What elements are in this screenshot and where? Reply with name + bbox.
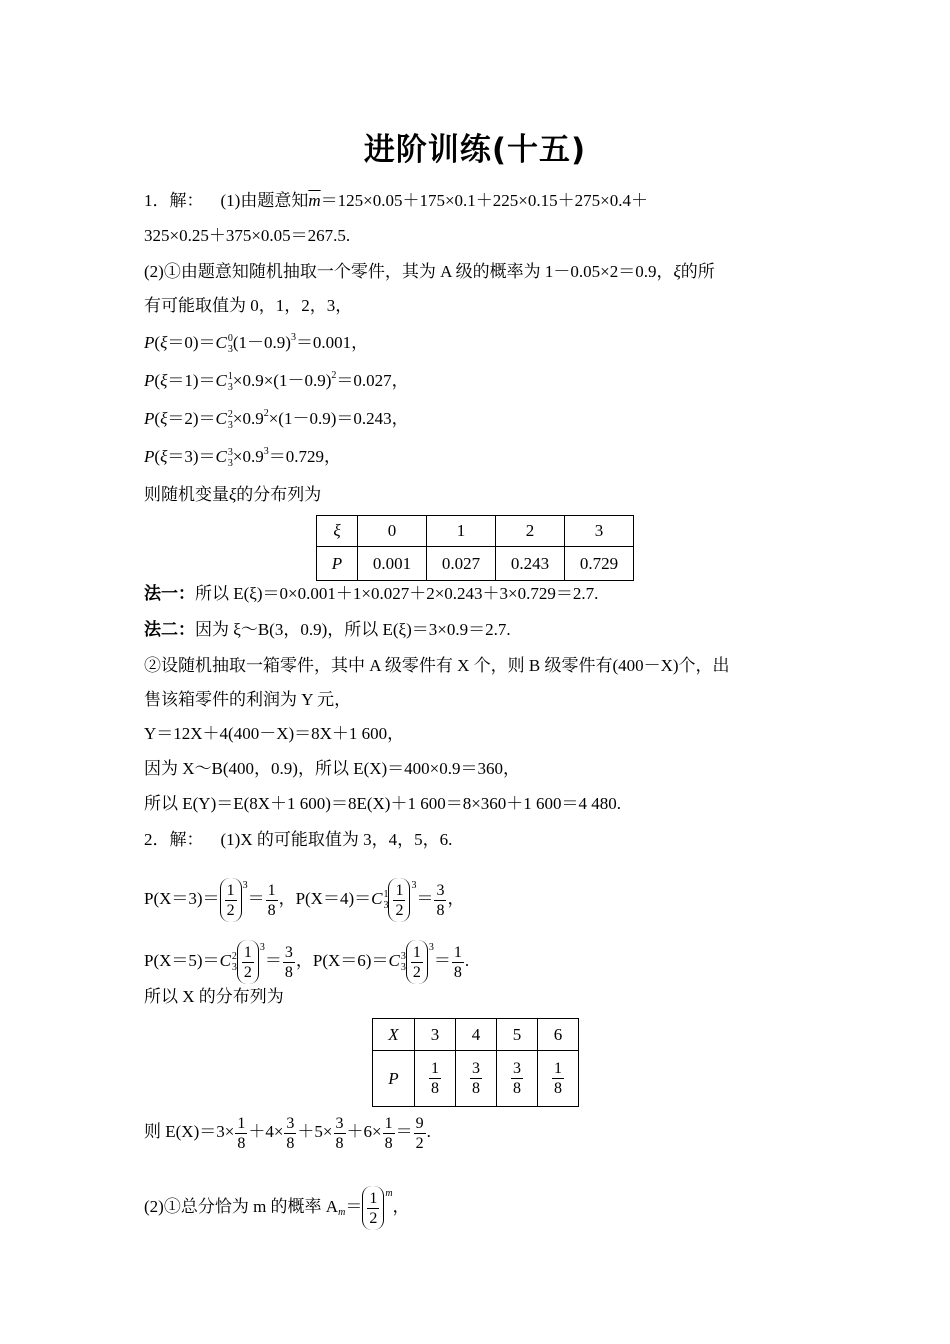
table-row: [317, 516, 634, 547]
table-cell: $\frac{1}{8}$: [415, 1051, 456, 1107]
q1-line-3: (2)①由题意知随机抽取一个零件，其为 A 级的概率为 1－0.05×2＝0.9，ξ的所: [144, 262, 715, 281]
table-row: [373, 1019, 579, 1051]
table-cell: P: [373, 1051, 415, 1107]
q1-dist-intro: 则随机变量ξ的分布列为: [144, 485, 322, 504]
table-cell: $\frac{3}{8}$: [497, 1051, 538, 1107]
q2-line-1: 2．解： (1)X 的可能取值为 3，4，5，6.: [144, 830, 453, 849]
table-cell: 6: [538, 1019, 579, 1051]
x-distribution-table: [372, 1018, 579, 1107]
q1-label: 1．解：: [144, 191, 204, 210]
q2-part2-line: (2)①总分恰为 m 的概率 $A_m=$ $\frac{1}{2}$ $^m$，: [144, 1164, 410, 1224]
q2-label: 2．解：: [144, 830, 204, 849]
table-cell: ξ: [317, 516, 358, 547]
table-row: [373, 1051, 579, 1107]
table-cell: 2: [496, 516, 565, 547]
q1-line-1: 1．解： (1)由题意知$\overline{m}=125\times 0.05+175\times 0.1+225\times 0.15+275\times 0.4+$: [144, 191, 648, 210]
table-cell: 3: [565, 516, 634, 547]
q1-line-p3c: Y＝12X＋4(400－X)＝8X＋1 600，: [144, 724, 405, 743]
page-title: 进阶训练(十五): [363, 132, 587, 168]
table-cell: $\frac{3}{8}$: [456, 1051, 497, 1107]
prob-xi-1: P(ξ＝1)＝C 1 3 $\times 0.9\times(1-0.9)^2=0.027$，: [144, 370, 409, 394]
table-cell: 5: [497, 1019, 538, 1051]
q1-line-p3a: ②设随机抽取一箱零件，其中 A 级零件有 X 个，则 B 级零件有(400－X)个，出: [144, 656, 730, 675]
q2-eq-row-2: P(X＝5)＝C 2 3 $\frac{1}{2}$ $^3$＝ $\frac{3}{8}$ ，P(X＝6)＝C 3 3 $\frac{1}{2}$ $^3$＝ $\frac{1}{8}$ .: [144, 918, 469, 978]
table-cell: 0.243: [496, 547, 565, 581]
q1-line-p3b: 售该箱零件的利润为 Y 元，: [144, 690, 352, 709]
table-cell: X: [373, 1019, 415, 1051]
q2-eq-row-1: P(X＝3)＝ $\frac{1}{2}$ $^3$＝ $\frac{1}{8}$ ，P(X＝4)＝C 1 3 $\frac{1}{2}$ $^3$＝ $\frac{3}{8}$ ，: [144, 856, 464, 916]
table-cell: $\frac{1}{8}$: [538, 1051, 579, 1107]
prob-xi-2: P(ξ＝2)＝C 2 3 $\times 0.9^2\times(1-0.9)=0.243$，: [144, 408, 409, 432]
table-cell: 4: [456, 1019, 497, 1051]
prob-xi-3: P(ξ＝3)＝C 3 3 $\times 0.9^3=0.729$，: [144, 446, 341, 470]
table-cell: 0: [358, 516, 427, 547]
table-cell: 0.729: [565, 547, 634, 581]
xi-distribution-table: [316, 515, 634, 581]
prob-xi-0: P(ξ＝0)＝C 0 3 $(1-0.9)^3=0.001$，: [144, 332, 369, 356]
table-cell: 1: [427, 516, 496, 547]
q1-line-p3d: 因为 X～B(400，0.9)，所以 E(X)＝400×0.9＝360，: [144, 759, 521, 778]
expected-value-line: 则 E(X)＝3× $\frac{1}{8}$ ＋4× $\frac{3}{8}$ ＋5× $\frac{3}{8}$ ＋6× $\frac{1}{8}$ ＝ $\frac{9}{2}$ .: [144, 1114, 431, 1152]
method-one: 法一：所以 E(ξ)＝0×0.001＋1×0.027＋2×0.243＋3×0.729＝2.7.: [144, 584, 599, 603]
table-cell: P: [317, 547, 358, 581]
table-cell: 0.001: [358, 547, 427, 581]
q1-line-4: 有可能取值为 0，1，2，3，: [144, 296, 353, 315]
q1-line-2: 325×0.25＋375×0.05＝267.5.: [144, 226, 351, 245]
q2-dist-intro: 所以 X 的分布列为: [144, 987, 284, 1006]
table-cell: 3: [415, 1019, 456, 1051]
method-two: 法二：因为 ξ～B(3，0.9)，所以 E(ξ)＝3×0.9＝2.7.: [144, 620, 511, 639]
table-cell: 0.027: [427, 547, 496, 581]
q1-line-p3e: 所以 E(Y)＝E(8X＋1 600)＝8E(X)＋1 600＝8×360＋1 600＝4 480.: [144, 794, 622, 813]
table-row: [317, 547, 634, 581]
